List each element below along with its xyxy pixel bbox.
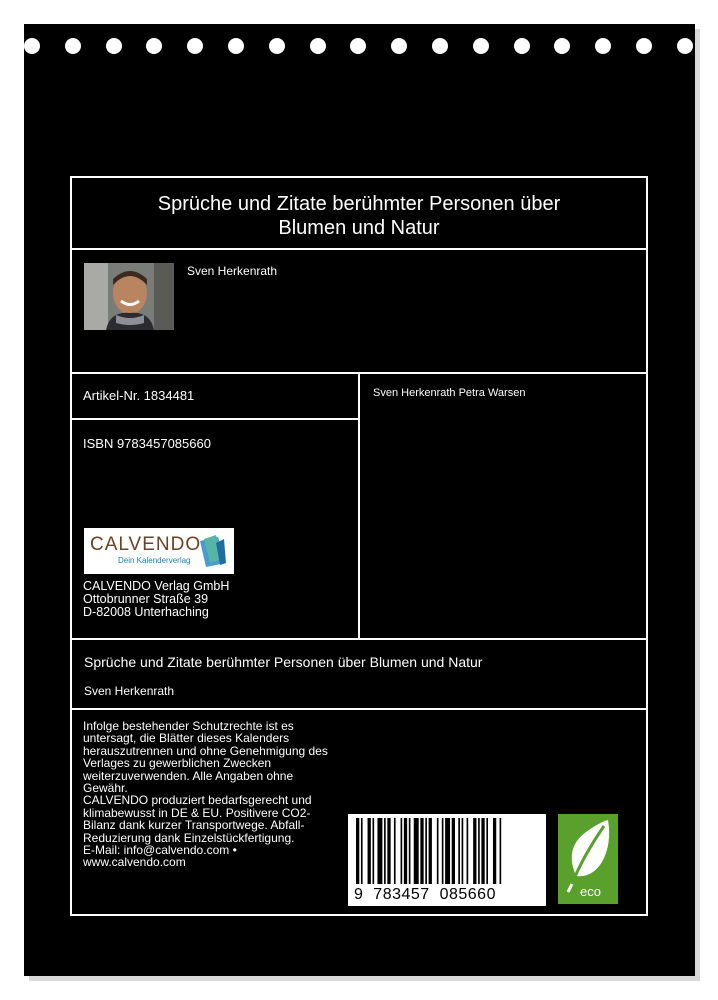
barcode-bar [445, 818, 450, 884]
binding-hole [473, 38, 489, 54]
barcode-bar [394, 818, 396, 884]
logo-page-icon [196, 533, 230, 569]
legal-line: klimabewusst in DE & EU. Positivere CO2- [83, 805, 311, 820]
barcode-bar [500, 818, 502, 884]
barcode-bar [368, 818, 371, 884]
binding-hole [677, 38, 693, 54]
barcode-digits: 9 783457 085660 [354, 886, 496, 903]
binding-hole [310, 38, 326, 54]
eco-badge [558, 814, 618, 904]
legal-line: Infolge bestehender Schutzrechte ist es [83, 719, 294, 733]
barcode-bar [361, 818, 363, 884]
article-number: Artikel-Nr. 1834481 [83, 388, 195, 403]
barcode-bar [437, 818, 439, 884]
barcode-bar [452, 818, 455, 884]
info-author: Sven Herkenrath [84, 684, 175, 698]
photographer-credits: Sven Herkenrath Petra Warsen [373, 387, 526, 399]
barcode-bar [414, 818, 419, 884]
legal-line: Verlages zu gewerblichen Zwecken [83, 756, 272, 771]
title-line-2: Blumen und Natur [278, 217, 440, 239]
isbn-publisher-box [70, 418, 360, 640]
barcode-bar [481, 818, 484, 884]
legal-notice [83, 720, 328, 869]
info-title: Sprüche und Zitate berühmter Personen über Blumen und Natur [84, 654, 483, 670]
barcode-bar [473, 818, 476, 884]
legal-line: CALVENDO produziert bedarfsgerecht und [83, 793, 312, 808]
calendar-title [72, 192, 646, 240]
barcode-bar [420, 818, 423, 884]
isbn-number: ISBN 9783457085660 [83, 436, 211, 451]
binding-hole [636, 38, 652, 54]
barcode-bar [467, 818, 469, 884]
legal-line: Bilanz dank kurzer Transportwege. Abfall- [83, 818, 305, 833]
legal-line: E-Mail: info@calvendo.com • [83, 843, 237, 858]
legal-line: Gewähr. [83, 781, 128, 796]
author-name: Sven Herkenrath [187, 264, 278, 278]
publisher-line-3: D-82008 Unterhaching [83, 605, 209, 619]
barcode-bar [429, 818, 432, 884]
author-photo [84, 263, 174, 330]
publisher-address [83, 580, 229, 619]
barcode-bar [377, 818, 382, 884]
legal-line: weiterzuverwenden. Alle Angaben ohne [83, 768, 294, 783]
barcode-bar [462, 818, 464, 884]
binding-hole [514, 38, 530, 54]
binding-hole [228, 38, 244, 54]
eco-label: eco [580, 884, 601, 899]
author-box [70, 248, 648, 374]
binding-hole [269, 38, 285, 54]
barcode-bar [409, 818, 411, 884]
legal-line: Reduzierung dank Einzelstückfertigung. [83, 830, 295, 845]
isbn-barcode [348, 814, 546, 906]
article-number-box [70, 372, 360, 420]
binding-hole [65, 38, 81, 54]
calendar-info-box [70, 638, 648, 710]
legal-line: www.calvendo.com [83, 855, 186, 870]
calvendo-logo [84, 528, 234, 574]
barcode-bar [387, 818, 390, 884]
legal-line: herauszutrennen und ohne Genehmigung des [83, 743, 328, 758]
barcode-bar [401, 818, 403, 884]
barcode-bar [458, 818, 460, 884]
barcode-bar [404, 818, 407, 884]
legal-line: untersagt, die Blätter dieses Kalenders [83, 731, 290, 746]
barcode-bar [442, 818, 444, 884]
barcode-bar [373, 818, 375, 884]
binding-hole [106, 38, 122, 54]
barcode-bar [356, 818, 359, 884]
title-line-1: Sprüche und Zitate berühmter Personen über [157, 193, 561, 215]
binding-hole [24, 38, 40, 54]
publisher-line-2: Ottobrunner Straße 39 [83, 592, 209, 606]
logo-tagline: Dein Kalenderverlag [118, 556, 191, 565]
barcode-bar [425, 818, 427, 884]
barcode-bar [478, 818, 480, 884]
barcode-bar [493, 818, 496, 884]
binding-hole [432, 38, 448, 54]
publisher-line-1: CALVENDO Verlag GmbH [83, 579, 230, 593]
barcode-bar [486, 818, 488, 884]
barcode-bar [384, 818, 386, 884]
title-box [70, 176, 648, 250]
logo-wordmark: CALVENDO [90, 534, 202, 555]
legal-box [70, 708, 648, 916]
photographers-box [358, 372, 648, 640]
